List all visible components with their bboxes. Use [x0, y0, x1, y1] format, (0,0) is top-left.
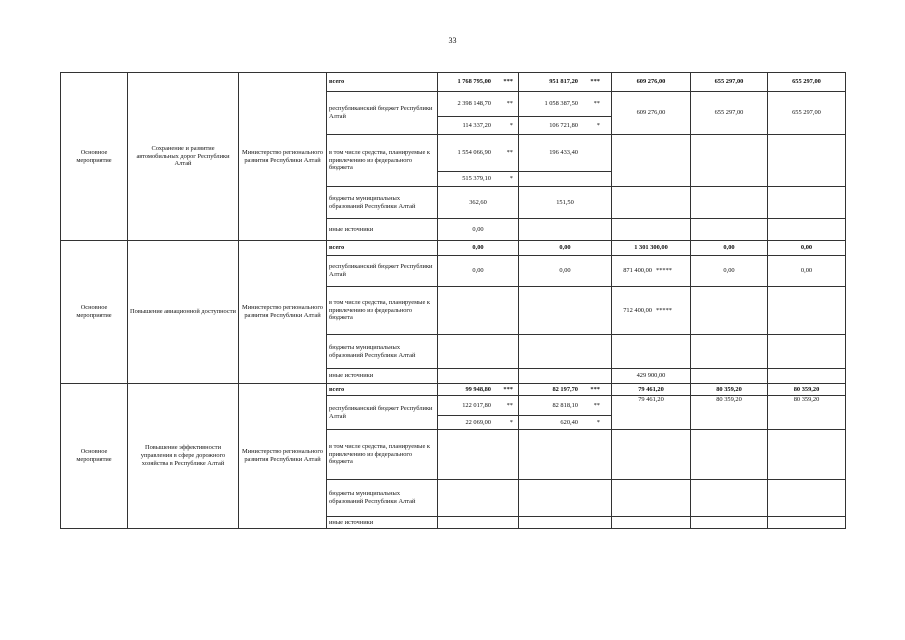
value-cell: 82 197,70 *** [519, 384, 612, 396]
source-cell: бюджеты муниципальных образований Республики Алтай [327, 480, 438, 517]
source-cell: бюджеты муниципальных образований Республики Алтай [327, 187, 438, 219]
value-cell: 196 433,40 [519, 135, 612, 172]
empty-cell [438, 335, 519, 369]
empty-cell [519, 219, 612, 241]
empty-cell [612, 480, 691, 517]
empty-cell [612, 187, 691, 219]
empty-cell [612, 135, 691, 187]
value-cell: 655 297,00 [691, 73, 768, 92]
source-cell: иные источники [327, 369, 438, 384]
value-cell: 0,00 [519, 256, 612, 287]
value-cell: 2 398 148,70 ** [438, 92, 519, 117]
executor-cell: Министерство регионального развития Республики Алтай [239, 384, 327, 529]
empty-cell [519, 517, 612, 529]
value-cell: 79 461,20 [612, 396, 691, 430]
value-cell: 0,00 [691, 256, 768, 287]
value-cell: 655 297,00 [768, 92, 846, 135]
empty-cell [691, 287, 768, 335]
value-cell: 1 301 300,00 [612, 241, 691, 256]
value-cell: 106 721,80 * [519, 117, 612, 135]
empty-cell [691, 517, 768, 529]
measure-type-cell: Основное мероприятие [61, 73, 128, 241]
value-cell: 362,60 [438, 187, 519, 219]
measure-name-cell: Повышение авиационной доступности [128, 241, 239, 384]
empty-cell [768, 219, 846, 241]
empty-cell [519, 172, 612, 187]
value-cell: 0,00 [691, 241, 768, 256]
empty-cell [691, 430, 768, 480]
value-cell: 122 017,80 ** [438, 396, 519, 416]
source-cell: в том числе средства, планируемые к привлечению из федерального бюджета [327, 287, 438, 335]
empty-cell [612, 219, 691, 241]
value-cell: 80 359,20 [691, 396, 768, 430]
source-cell: иные источники [327, 219, 438, 241]
empty-cell [768, 135, 846, 187]
value-cell: 151,50 [519, 187, 612, 219]
value-cell: 22 069,00 * [438, 416, 519, 430]
value-cell: 620,40 * [519, 416, 612, 430]
empty-cell [519, 335, 612, 369]
value-cell: 80 359,20 [768, 384, 846, 396]
value-cell: 951 817,20 *** [519, 73, 612, 92]
executor-cell: Министерство регионального развития Республики Алтай [239, 73, 327, 241]
measure-type-cell: Основное мероприятие [61, 241, 128, 384]
empty-cell [768, 335, 846, 369]
value-cell: 1 058 387,50 ** [519, 92, 612, 117]
empty-cell [519, 480, 612, 517]
value-cell: 655 297,00 [768, 73, 846, 92]
empty-cell [768, 430, 846, 480]
value-cell: 114 337,20 * [438, 117, 519, 135]
value-cell: 80 359,20 [691, 384, 768, 396]
empty-cell [438, 480, 519, 517]
value-cell: 0,00 [438, 241, 519, 256]
empty-cell [438, 430, 519, 480]
budget-table [60, 72, 846, 529]
value-cell: 0,00 [519, 241, 612, 256]
value-cell: 609 276,00 [612, 73, 691, 92]
value-cell: 609 276,00 [612, 92, 691, 135]
source-cell: всего [327, 73, 438, 92]
value-cell: 515 379,10 * [438, 172, 519, 187]
empty-cell [691, 369, 768, 384]
value-cell: 429 900,00 [612, 369, 691, 384]
empty-cell [691, 187, 768, 219]
empty-cell [519, 369, 612, 384]
table-row [61, 73, 846, 92]
empty-cell [612, 430, 691, 480]
source-cell: республиканский бюджет Республики Алтай [327, 396, 438, 430]
empty-cell [612, 517, 691, 529]
source-cell: всего [327, 241, 438, 256]
empty-cell [691, 480, 768, 517]
value-cell: 871 400,00 ***** [612, 256, 691, 287]
value-cell: 655 297,00 [691, 92, 768, 135]
value-cell: 82 818,10 ** [519, 396, 612, 416]
value-cell: 80 359,20 [768, 396, 846, 430]
empty-cell [438, 517, 519, 529]
source-cell: бюджеты муниципальных образований Республики Алтай [327, 335, 438, 369]
empty-cell [438, 369, 519, 384]
source-cell: республиканский бюджет Республики Алтай [327, 92, 438, 135]
empty-cell [519, 430, 612, 480]
source-cell: иные источники [327, 517, 438, 529]
value-cell: 1 768 795,00 *** [438, 73, 519, 92]
empty-cell [691, 335, 768, 369]
empty-cell [768, 517, 846, 529]
empty-cell [438, 287, 519, 335]
empty-cell [768, 287, 846, 335]
empty-cell [768, 187, 846, 219]
empty-cell [691, 219, 768, 241]
empty-cell [691, 135, 768, 187]
source-cell: всего [327, 384, 438, 396]
empty-cell [519, 287, 612, 335]
table-row [61, 384, 846, 396]
value-cell: 79 461,20 [612, 384, 691, 396]
value-cell: 1 554 066,90 ** [438, 135, 519, 172]
measure-name-cell: Повышение эффективности управления в сфере дорожного хозяйства в Республике Алтай [128, 384, 239, 529]
value-cell: 0,00 [768, 241, 846, 256]
source-cell: республиканский бюджет Республики Алтай [327, 256, 438, 287]
empty-cell [612, 335, 691, 369]
value-cell: 712 400,00 ***** [612, 287, 691, 335]
source-cell: в том числе средства, планируемые к привлечению из федерального бюджета [327, 430, 438, 480]
measure-type-cell: Основное мероприятие [61, 384, 128, 529]
table-row [61, 241, 846, 256]
value-cell: 0,00 [438, 219, 519, 241]
empty-cell [768, 480, 846, 517]
empty-cell [768, 369, 846, 384]
value-cell: 0,00 [768, 256, 846, 287]
executor-cell: Министерство регионального развития Республики Алтай [239, 241, 327, 384]
page-number: 33 [448, 36, 457, 45]
measure-name-cell: Сохранение и развитие автомобильных дорог Республики Алтай [128, 73, 239, 241]
value-cell: 0,00 [438, 256, 519, 287]
value-cell: 99 948,80 *** [438, 384, 519, 396]
source-cell: в том числе средства, планируемые к привлечению из федерального бюджета [327, 135, 438, 187]
